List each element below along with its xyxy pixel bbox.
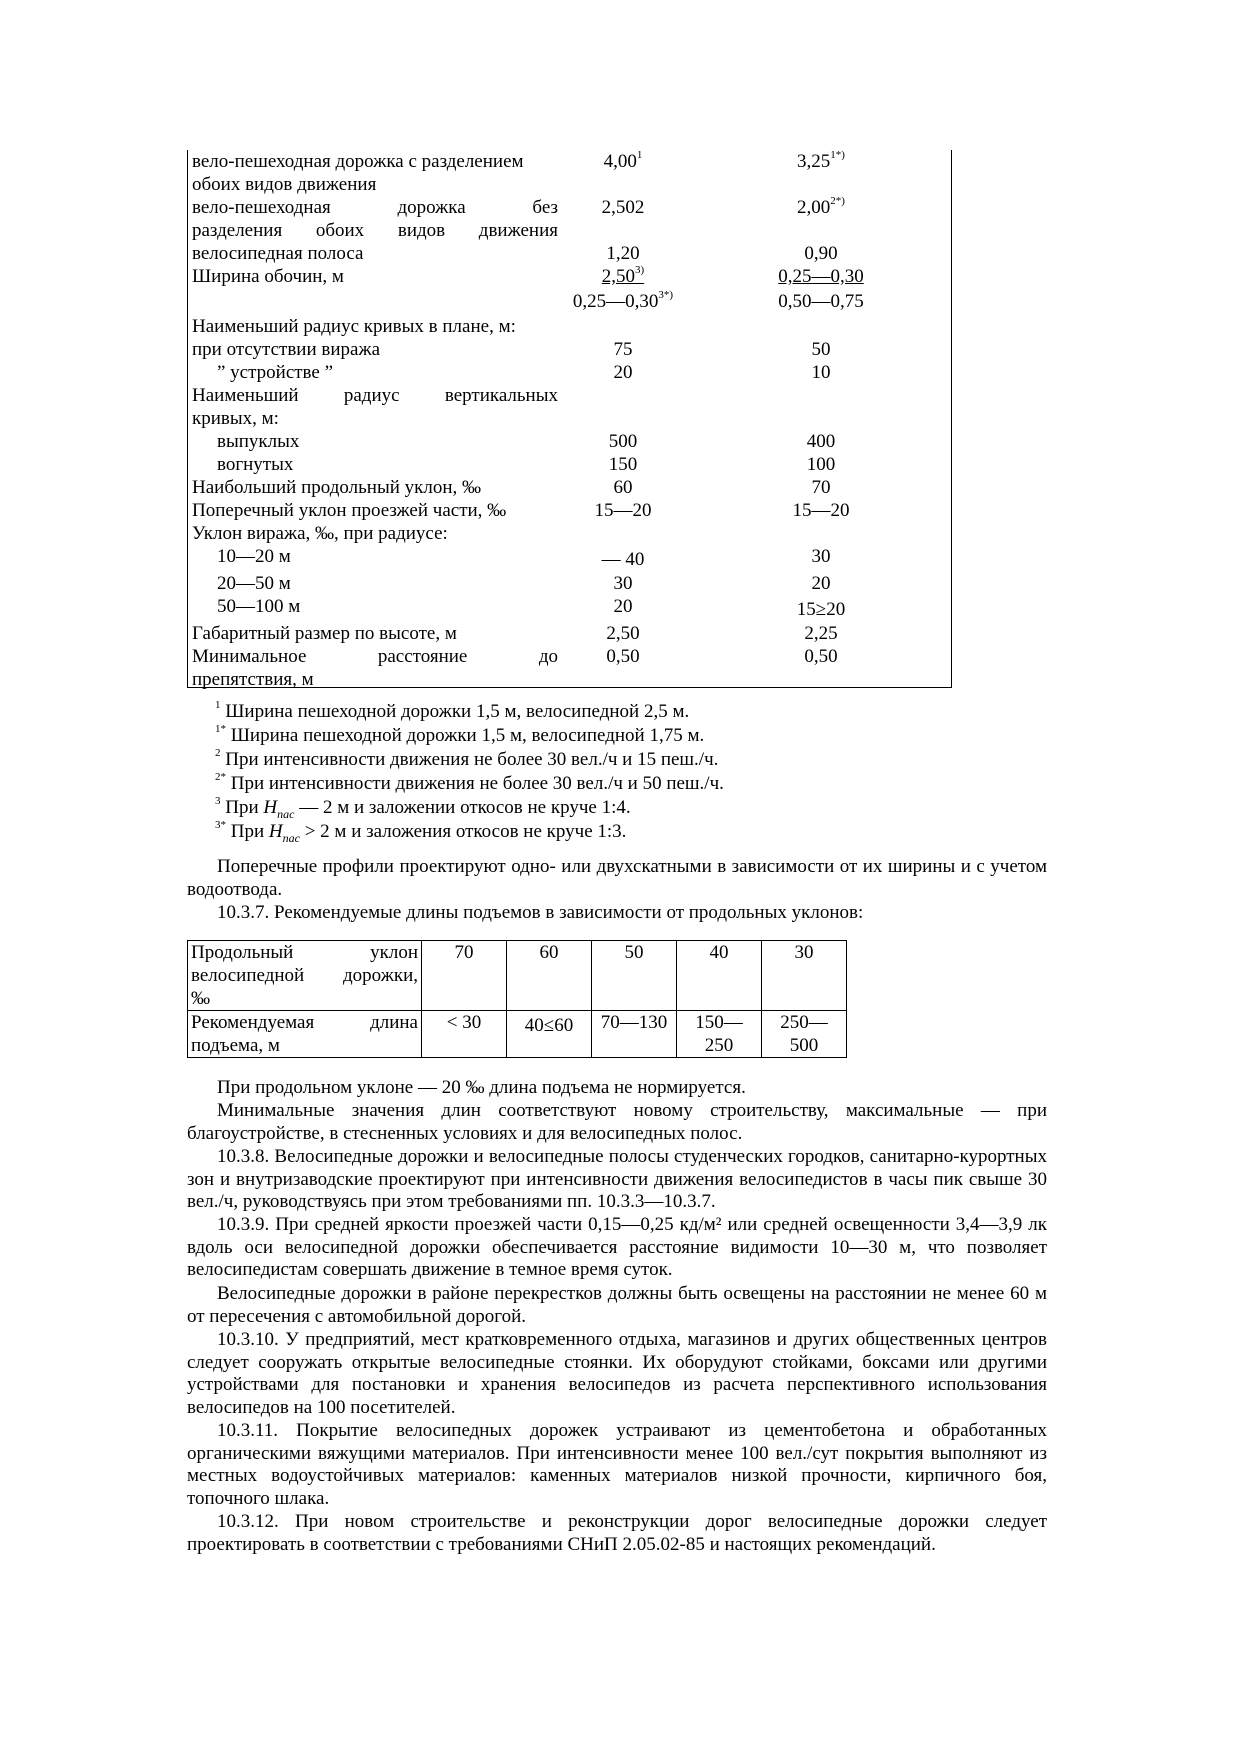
value-cell: 30 xyxy=(613,573,633,594)
paragraph: 10.3.12. При новом строительстве и реконструкции дорог велосипедные дорожки следует проектировать в соответствии с требованиями СНиП 2.05.02-85 и настоящих рекомендаций. xyxy=(187,1511,1047,1555)
paragraph: 10.3.11. Покрытие велосипедных дорожек устраивают из цементобетона и обработанных органическими вяжущими материалов. При интенсивности менее 100 вел./сут покрытия выполняют из местных водоустойчивых материалов: каменных материалов низкой прочности, кирпичного боя, топочного шлака. xyxy=(187,1420,1047,1509)
row-label: вело-пешеходная дорожка без разделения обоих видов движения xyxy=(192,197,558,241)
footnote: $^2$ При интенсивности движения не более 30 вел./ч и 15 пеш./ч. xyxy=(215,746,719,770)
value-cell: — 40 xyxy=(601,549,645,570)
value-cell: 60 xyxy=(507,941,592,1011)
value-cell: 20 xyxy=(613,362,633,383)
value-cell: 70 xyxy=(422,941,507,1011)
value-cell: 60 xyxy=(613,477,633,498)
paragraph: 10.3.10. У предприятий, мест кратковременного отдыха, магазинов и других общественных центров следует сооружать открытые велосипедные стоянки. Их оборудуют стойками, боксами или другими устройствами для постановки и хранения велосипедов из расчета перспективного использования велосипедов на 100 посетителей. xyxy=(187,1329,1047,1418)
paragraph: Минимальные значения длин соответствуют новому строительству, максимальные — при благоустройстве, в стесненных условиях и для велосипедных полос. xyxy=(187,1100,1047,1144)
value-cell: 20 xyxy=(613,596,633,617)
value-cell: 0,25—0,30 xyxy=(778,266,864,287)
value-cell: 2,502 xyxy=(601,197,645,218)
row-label: Продольный уклон велосипедной дорожки, ‰ xyxy=(188,941,422,1011)
footnote: $^1$ Ширина пешеходной дорожки 1,5 м, велосипедной 2,5 м. xyxy=(215,698,690,722)
footnote: $^{1*}$ Ширина пешеходной дорожки 1,5 м, велосипедной 1,75 м. xyxy=(215,722,705,746)
value-cell: 40 xyxy=(677,941,762,1011)
value-cell: 75 xyxy=(613,339,633,360)
value-cell: 20 xyxy=(811,573,831,594)
value-cell: 10 xyxy=(811,362,831,383)
value-cell: 100 xyxy=(806,454,836,475)
row-label: Наименьший радиус вертикальных кривых, м: xyxy=(192,385,558,429)
paragraph: 10.3.7. Рекомендуемые длины подъемов в зависимости от продольных уклонов: xyxy=(217,902,864,923)
value-cell: 500 xyxy=(608,431,638,452)
value-cell: 40≤60 xyxy=(507,1011,592,1058)
value-cell: 1,20 xyxy=(606,243,640,264)
climb-length-table xyxy=(187,940,847,1058)
row-label: Уклон виража, ‰, при радиусе: xyxy=(192,523,448,544)
row-label: Рекомендуемая длина подъема, м xyxy=(188,1011,422,1058)
row-label: выпуклых xyxy=(217,431,300,452)
value-cell: 15—20 xyxy=(594,500,652,521)
table-row xyxy=(188,1011,847,1058)
row-label: Габаритный размер по высоте, м xyxy=(192,623,457,644)
row-label: Наименьший радиус кривых в плане, м: xyxy=(192,316,516,337)
footnote: $^{3*}$ При $H_{пас} > 2$ м и заложения откосов не круче 1:3. xyxy=(215,818,627,845)
value-cell: 2,50$^{3)}$ xyxy=(601,263,645,287)
road-parameters-table xyxy=(187,150,952,688)
table-row xyxy=(188,941,847,1011)
value-cell: < 30 xyxy=(422,1011,507,1058)
value-cell: $0,25—0,30^{3*)}$ xyxy=(572,288,674,312)
row-label: при отсутствии виража xyxy=(192,339,381,360)
row-label: вело-пешеходная дорожка с разделением обоих видов движения xyxy=(192,151,524,195)
value-cell: 0,50—0,75 xyxy=(778,291,864,312)
row-label: 20—50 м xyxy=(217,573,291,594)
row-label: Наибольший продольный уклон, ‰ xyxy=(192,477,482,498)
row-label: ” устройстве ” xyxy=(217,362,334,383)
value-cell: 2,50 xyxy=(606,623,640,644)
value-cell: 150— 250 xyxy=(677,1011,762,1058)
row-label: Ширина обочин, м xyxy=(192,266,344,287)
value-cell: 50 xyxy=(811,339,831,360)
value-cell: 4,00$^1$ xyxy=(603,148,643,172)
row-label: Минимальное расстояние до препятствия, м xyxy=(192,646,558,690)
value-cell: 15≥20 xyxy=(796,599,846,620)
value-cell: 15—20 xyxy=(792,500,850,521)
value-cell: 50 xyxy=(592,941,677,1011)
paragraph: Велосипедные дорожки в районе перекрестков должны быть освещены на расстоянии не менее 60 м от пересечения с автомобильной дорогой. xyxy=(187,1283,1047,1327)
value-cell: 30 xyxy=(762,941,847,1011)
value-cell: 250— 500 xyxy=(762,1011,847,1058)
row-label: вогнутых xyxy=(217,454,294,475)
row-label: велосипедная полоса xyxy=(192,243,364,264)
value-cell: 2,25 xyxy=(804,623,838,644)
row-label: Поперечный уклон проезжей части, ‰ xyxy=(192,500,507,521)
paragraph: При продольном уклоне — 20 ‰ длина подъема не нормируется. xyxy=(217,1077,746,1098)
value-cell: 30 xyxy=(811,546,831,567)
row-label: 50—100 м xyxy=(217,596,301,617)
value-cell: $3,25^{1*)}$ xyxy=(797,148,845,172)
value-cell: 70 xyxy=(811,477,831,498)
paragraph: 10.3.8. Велосипедные дорожки и велосипедные полосы студенческих городков, санитарно-курортных зон и внутризаводские проектируют при интенсивности движения велосипедистов в часы пик свыше 30 вел./ч, руководствуясь при этом требованиями пп. 10.3.3—10.3.7. xyxy=(187,1146,1047,1212)
value-cell: 0,50 xyxy=(606,646,640,667)
value-cell: 150 xyxy=(608,454,638,475)
value-cell: 70—130 xyxy=(592,1011,677,1058)
value-cell: 0,50 xyxy=(804,646,838,667)
footnote: $^3$ При $H_{пас}$ — 2 м и заложении откосов не круче 1:4. xyxy=(215,794,631,821)
value-cell: 0,90 xyxy=(804,243,838,264)
value-cell: $2,00^{2*)}$ xyxy=(797,194,845,218)
paragraph: Поперечные профили проектируют одно- или двухскатными в зависимости от их ширины и с учетом водоотвода. xyxy=(187,856,1047,900)
paragraph: 10.3.9. При средней яркости проезжей части 0,15—0,25 кд/м² или средней освещенности 3,4—3,9 лк вдоль оси велосипедной дорожки обеспечивается расстояние видимости 10—30 м, что позволяет велосипедистам совершать движение в темное время суток. xyxy=(187,1214,1047,1280)
row-label: 10—20 м xyxy=(217,546,291,567)
footnote: $^{2*}$ При интенсивности движения не более 30 вел./ч и 50 пеш./ч. xyxy=(215,770,724,794)
value-cell: 400 xyxy=(806,431,836,452)
